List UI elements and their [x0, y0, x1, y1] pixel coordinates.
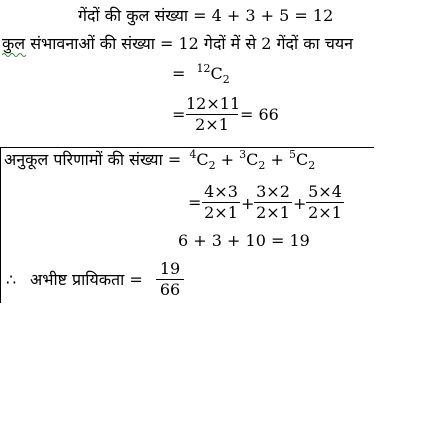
required-probability-label: अभीष्ट प्रायिकता =: [30, 270, 143, 289]
fraction-3x2-over-2x1: 3×2 2×1: [254, 182, 292, 223]
total-balls-line: गेंदों की कुल संख्या = 4 + 3 + 5 = 12: [78, 6, 334, 25]
plus-sign-a: +: [241, 194, 255, 213]
fraction-5x4-over-2x1: 5×4 2×1: [306, 182, 344, 223]
box-top-border: [0, 147, 374, 148]
result-66: = 66: [240, 105, 279, 124]
combination-12c2: = $^{12}C_2$: [172, 62, 230, 86]
equals-sign: =: [172, 105, 186, 124]
spell-check-underline: [2, 52, 28, 58]
sum-line: 6 + 3 + 10 = 19: [178, 231, 310, 250]
plus-sign-b: +: [293, 194, 307, 213]
equals-sign-2: =: [188, 193, 202, 212]
fraction-12x11-over-2x1: 12×11 2×1: [186, 94, 241, 134]
therefore-symbol: ∴: [6, 270, 17, 289]
total-outcomes-line: कुल संभावनाओं की संख्या = 12 गेदों में से 2 गेंदों का चयन: [2, 34, 354, 53]
favourable-outcomes-line: अनुकूल परिणामों की संख्या = $^4C_2 + ^3C_2 + ^5C_2$: [4, 148, 316, 172]
box-left-border: [0, 147, 1, 303]
fraction-4x3-over-2x1: 4×3 2×1: [202, 182, 240, 223]
fraction-19-over-66: 19 66: [156, 259, 184, 300]
